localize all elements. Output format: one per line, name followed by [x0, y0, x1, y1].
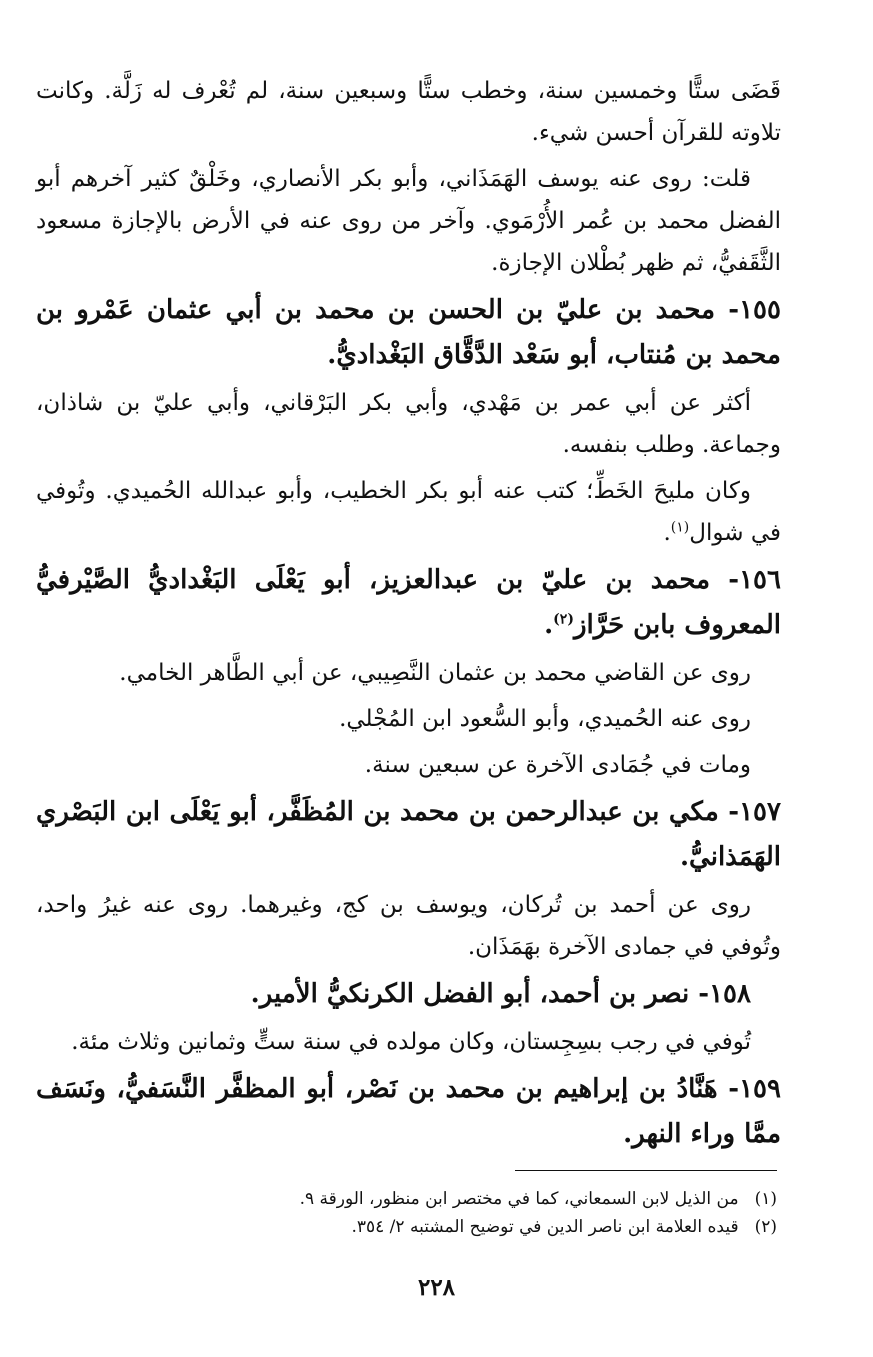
- entry-156-paragraph-3: ومات في جُمَادى الآخرة عن سبعين سنة.: [364, 752, 751, 778]
- footnote-1: [117, 1185, 777, 1213]
- footnote-2-marker: (٢): [754, 1217, 777, 1237]
- footnote-ref-2: (٢): [553, 611, 574, 628]
- paragraph-p2: قلت: روى عنه يوسف الهَمَذَاني، وأبو بكر الأنصاري، وخَلْقٌ كثير آخرهم أبو الفضل محمد بن عُمر الأُرْمَوي. وآخر من روى عنه في الأرض بالإجازة مسعود الثَّقَفيُّ، ثم ظهر بُطْلان الإجازة.: [36, 166, 781, 276]
- entry-158-paragraph-1: تُوفي في رجب بسِجِستان، وكان مولده في سنة ستٍّ وثمانين وثلاث مئة.: [71, 1029, 751, 1055]
- entry-156-paragraph-2: روى عنه الحُميدي، وأبو السُّعود ابن المُجْلي.: [339, 706, 751, 732]
- entry-157-paragraph-1: روى عن أحمد بن تُركان، ويوسف بن كج، وغيرهما. روى عنه غيرُ واحد، وتُوفي في جمادى الآخرة بهَمَذَان.: [36, 892, 781, 960]
- page-number: ٢٢٨: [417, 1274, 456, 1301]
- footnote-1-text: من الذيل لابن السمعاني، كما في مختصر ابن منظور، الورقة ٩.: [299, 1189, 739, 1209]
- entry-159-heading: ١٥٩- هَنَّادُ بن إبراهيم بن محمد بن نَصْر، أبو المظفَّر النَّسَفيُّ، ونَسَف ممَّا وراء النهر.: [36, 1074, 781, 1149]
- footnotes: [117, 1185, 777, 1241]
- page-body: [36, 70, 781, 1161]
- entry-158-heading: ١٥٨- نصر بن أحمد، أبو الفضل الكرنكيُّ الأمير.: [250, 979, 751, 1009]
- footnote-separator: [515, 1170, 777, 1171]
- paragraph-p1: قَضَى ستًّا وخمسين سنة، وخطب ستًّا وسبعين سنة، لم تُعْرف له زَلَّة. وكانت تلاوته للقرآن أحسن شيء.: [36, 78, 781, 146]
- entry-155-paragraph-2-text: وكان مليحَ الخَطِّ؛ كتب عنه أبو بكر الخطيب، وأبو عبدالله الحُميدي. وتُوفي في شوال: [36, 478, 781, 546]
- entry-155-paragraph-2: وكان مليحَ الخَطِّ؛ كتب عنه أبو بكر الخطيب، وأبو عبدالله الحُميدي. وتُوفي في شوال$^{(١)}$.: [36, 478, 781, 546]
- entry-156-heading: ١٥٦- محمد بن عليّ بن عبدالعزيز، أبو يَعْلَى البَغْداديُّ الصَّيْرفيُّ المعروف بابن حَرَّاز$^{(٢)}$.: [36, 565, 781, 640]
- entry-156-paragraph-1: روى عن القاضي محمد بن عثمان النَّصِيبي، عن أبي الطَّاهر الخامي.: [119, 660, 751, 686]
- footnote-ref-1: (١): [670, 519, 690, 536]
- entry-155-paragraph-1: أكثر عن أبي عمر بن مَهْدي، وأبي بكر البَرْقاني، وأبي عليّ بن شاذان، وجماعة. وطلب بنفسه.: [36, 390, 781, 458]
- entry-156-heading-text: ١٥٦- محمد بن عليّ بن عبدالعزيز، أبو يَعْلَى البَغْداديُّ الصَّيْرفيُّ المعروف بابن حَرَّاز: [36, 565, 781, 640]
- entry-157-heading: ١٥٧- مكي بن عبدالرحمن بن محمد بن المُظَفَّر، أبو يَعْلَى ابن البَصْري الهَمَذانيُّ.: [36, 797, 781, 872]
- footnote-2-text: قيده العلامة ابن ناصر الدين في توضيح المشتبه ٢/ ٣٥٤.: [351, 1217, 739, 1237]
- footnote-2: [117, 1213, 777, 1241]
- entry-155-heading: ١٥٥- محمد بن عليّ بن الحسن بن محمد بن أبي عثمان عَمْرو بن محمد بن مُنتاب، أبو سَعْد الدَّقَّاق البَغْداديُّ.: [36, 295, 781, 370]
- footnote-1-marker: (١): [754, 1189, 777, 1209]
